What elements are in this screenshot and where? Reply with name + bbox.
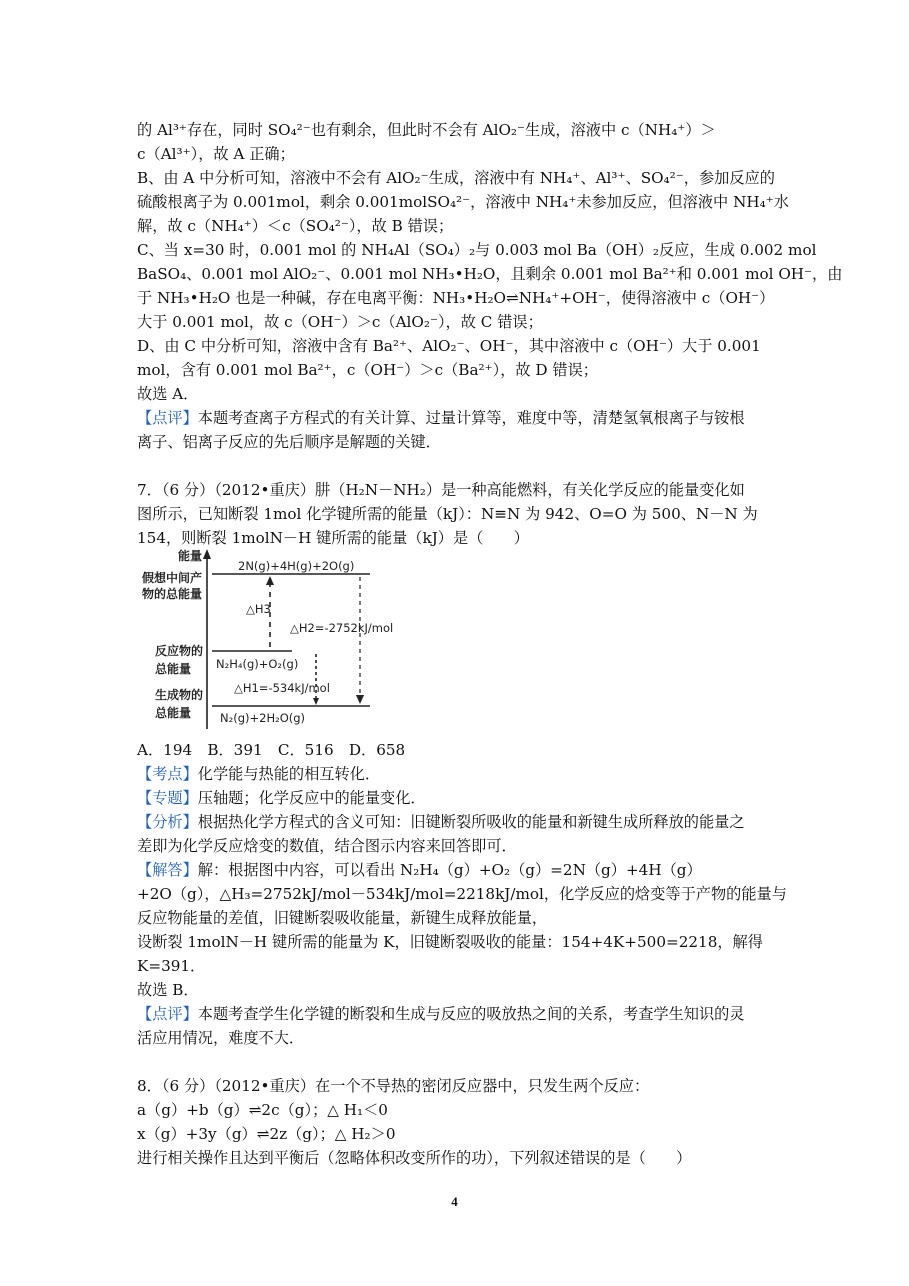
kaodian-line bbox=[137, 762, 777, 786]
text-line: 故选 A． bbox=[137, 385, 199, 403]
question-7-line: 图所示，已知断裂 1mol 化学键所需的能量（kJ）：N≡N 为 942、O=O 为 500、N－N 为 bbox=[137, 505, 758, 523]
question-7-line: 7．（6 分）（2012•重庆）肼（H₂N－NH₂）是一种高能燃料，有关化学反应的能量变化如 bbox=[137, 481, 745, 499]
left-label: 假想中间产 bbox=[142, 571, 203, 585]
zhuanti-line bbox=[137, 786, 777, 810]
text-line: BaSO₄、0.001 mol AlO₂⁻、0.001 mol NH₃•H₂O，且剩余 0.001 mol Ba²⁺和 0.001 mol OH⁻，由 bbox=[137, 265, 843, 283]
text-line: 设断裂 1molN－H 键所需的能量为 K，旧键断裂吸收的能量：154+4K+500=2218，解得 bbox=[137, 933, 763, 951]
left-label: 总能量 bbox=[155, 662, 192, 676]
text-line: +2O（g），△H₃=2752kJ/mol－534kJ/mol=2218kJ/mol，化学反应的焓变等于产物的能量与 bbox=[137, 885, 787, 903]
level-mid-label: N₂H₄(g)+O₂(g) bbox=[216, 657, 299, 671]
question-7-line: 154，则断裂 1molN－H 键所需的能量（kJ）是（ ） bbox=[137, 529, 529, 547]
left-label: 生成物的 bbox=[155, 688, 204, 702]
fenxi-tag: 【分析】 bbox=[137, 813, 198, 831]
page-number: 4 bbox=[451, 1194, 458, 1209]
review-tag: 【点评】 bbox=[137, 409, 198, 427]
kaodian-tag: 【考点】 bbox=[137, 765, 198, 783]
question-8-line: x（g）+3y（g）⇌2z（g）；△ H₂＞0 bbox=[137, 1125, 396, 1143]
text-line: B、由 A 中分析可知，溶液中不会有 AlO₂⁻生成，溶液中有 NH₄⁺、Al³⁺、SO₄²⁻，参加反应的 bbox=[137, 169, 775, 187]
y-axis-label: 能量 bbox=[178, 549, 203, 563]
text-line: 离子、铝离子反应的先后顺序是解题的关键． bbox=[137, 433, 441, 451]
kaodian-text: 化学能与热能的相互转化． bbox=[197, 765, 380, 783]
review-tag: 【点评】 bbox=[137, 1005, 198, 1023]
text-line: 解，故 c（NH₄⁺）＜c（SO₄²⁻），故 B 错误； bbox=[137, 217, 454, 235]
text-line: 差即为化学反应焓变的数值，结合图示内容来回答即可． bbox=[137, 837, 517, 855]
text-line: 硫酸根离子为 0.001mol，剩余 0.001molSO₄²⁻，溶液中 NH₄⁺未参加反应，但溶液中 NH₄⁺水 bbox=[137, 193, 789, 211]
zhuanti-text: 压轴题；化学反应中的能量变化． bbox=[197, 789, 426, 807]
review-text: 本题考查学生化学键的断裂和生成与反应的吸放热之间的关系，考查学生知识的灵 bbox=[197, 1005, 745, 1023]
left-label: 反应物的 bbox=[155, 644, 204, 658]
review-line bbox=[137, 406, 777, 430]
text-line: C、当 x=30 时，0.001 mol 的 NH₄Al（SO₄）₂与 0.003 mol Ba（OH）₂反应，生成 0.002 mol bbox=[137, 241, 817, 259]
energy-diagram bbox=[142, 547, 432, 729]
fenxi-line bbox=[137, 810, 777, 834]
jieda-line bbox=[137, 858, 777, 882]
text-line: K=391． bbox=[137, 957, 206, 975]
dh2-arrow-head bbox=[356, 695, 364, 704]
question-8-line: 8．（6 分）（2012•重庆）在一个不导热的密闭反应器中，只发生两个反应： bbox=[137, 1077, 650, 1095]
y-axis-arrow bbox=[203, 549, 211, 559]
dh1-arrow-head bbox=[313, 698, 319, 705]
left-label: 物的总能量 bbox=[142, 587, 203, 601]
jieda-text: 解：根据图中内容，可以看出 N₂H₄（g）+O₂（g）=2N（g）+4H（g） bbox=[197, 861, 702, 879]
upper-text bbox=[137, 118, 843, 550]
question-8-line: 进行相关操作且达到平衡后（忽略体积改变所作的功），下列叙述错误的是（ ） bbox=[137, 1149, 692, 1167]
dh3-arrow-head bbox=[266, 576, 274, 585]
level-bottom-label: N₂(g)+2H₂O(g) bbox=[220, 711, 306, 725]
dh2-label: △H2=-2752kJ/mol bbox=[290, 621, 394, 635]
text-line: 的 Al³⁺存在，同时 SO₄²⁻也有剩余，但此时不会有 AlO₂⁻生成，溶液中 c（NH₄⁺）＞ bbox=[137, 121, 716, 139]
dh1-label: △H1=-534kJ/mol bbox=[234, 681, 330, 695]
level-top-label: 2N(g)+4H(g)+2O(g) bbox=[238, 559, 355, 573]
text-line: c（Al³⁺），故 A 正确； bbox=[137, 145, 295, 163]
text-line: mol，含有 0.001 mol Ba²⁺，c（OH⁻）＞c（Ba²⁺），故 D 错误； bbox=[137, 361, 598, 379]
options-7: A．194 B．391 C．516 D．658 bbox=[137, 741, 406, 759]
text-line: D、由 C 中分析可知，溶液中含有 Ba²⁺、AlO₂⁻、OH⁻，其中溶液中 c（OH⁻）大于 0.001 bbox=[137, 337, 761, 355]
fenxi-text: 根据热化学方程式的含义可知：旧键断裂所吸收的能量和新键生成所释放的能量之 bbox=[197, 813, 745, 831]
zhuanti-tag: 【专题】 bbox=[137, 789, 198, 807]
jieda-tag: 【解答】 bbox=[137, 861, 198, 879]
choose-line: 故选 B． bbox=[137, 981, 199, 999]
lower-text bbox=[137, 738, 787, 1170]
review-text: 本题考查离子方程式的有关计算、过量计算等，难度中等，清楚氢氧根离子与铵根 bbox=[197, 409, 745, 427]
text-line: 大于 0.001 mol，故 c（OH⁻）＞c（AlO₂⁻），故 C 错误； bbox=[137, 313, 543, 331]
dh3-label: △H3 bbox=[246, 602, 271, 616]
text-line: 于 NH₃•H₂O 也是一种碱，存在电离平衡：NH₃•H₂O⇌NH₄⁺+OH⁻，使得溶液中 c（OH⁻） bbox=[137, 289, 775, 307]
review-line bbox=[137, 1002, 777, 1026]
question-8-line: a（g）+b（g）⇌2c（g）；△ H₁＜0 bbox=[137, 1101, 388, 1119]
text-line: 活应用情况，难度不大． bbox=[137, 1029, 305, 1047]
left-label: 总能量 bbox=[155, 706, 192, 720]
text-line: 反应物能量的差值，旧键断裂吸收能量，新键生成释放能量， bbox=[137, 909, 548, 927]
